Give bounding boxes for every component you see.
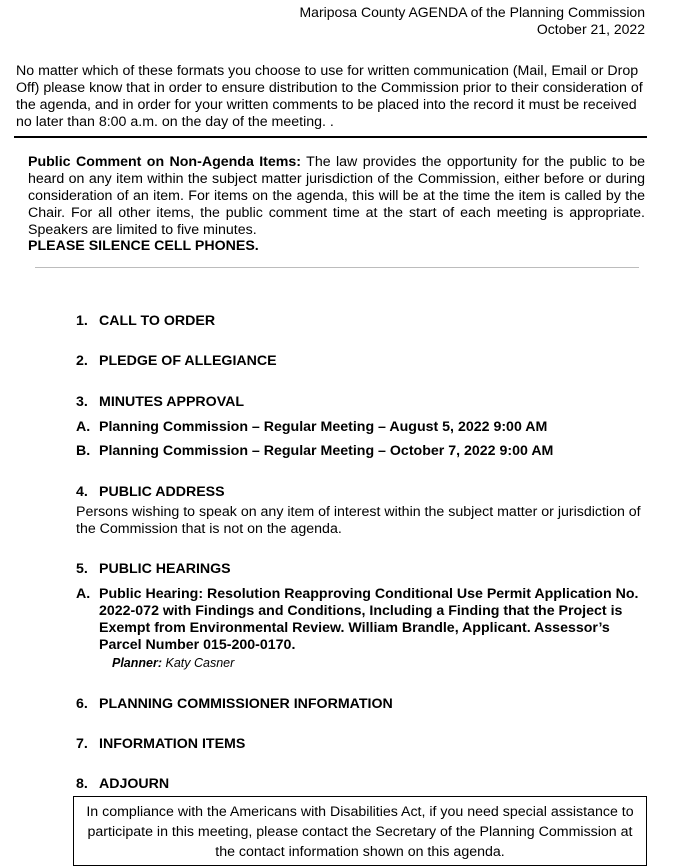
agenda-item-number: 7. xyxy=(76,736,88,752)
agenda-item-number: 3. xyxy=(76,394,88,410)
agenda-item-minutes-approval xyxy=(76,394,245,411)
planner-name: Katy Casner xyxy=(162,656,235,670)
agenda-item-title: PLANNING COMMISSIONER INFORMATION xyxy=(99,696,393,712)
public-comment-body: The law provides the opportunity for the public to be heard on any item within the subject matter jurisdiction of the Commission, either before or during consideration of an item. For items on the agenda, this will be at the time the item is called by the Chair. For all other items, the public comment time at the start of each meeting is appropriate. Speakers are limited to five minutes. xyxy=(28,154,645,238)
header-title: Mariposa County AGENDA of the Planning Commission xyxy=(299,4,645,20)
section-divider-thin xyxy=(35,267,639,268)
ada-notice-box: In compliance with the Americans with Disabilities Act, if you need special assistance to participate in this meeting, please contact the Secretary of the Planning Commission at the contact information shown on this agenda. xyxy=(73,796,647,866)
public-address-text: Persons wishing to speak on any item of interest within the subject matter or jurisdiction of the Commission that is not on the agenda. xyxy=(76,504,641,537)
sub-item-text: Planning Commission – Regular Meeting – October 7, 2022 9:00 AM xyxy=(99,443,554,459)
agenda-item-number: 8. xyxy=(76,776,88,792)
agenda-item-title: ADJOURN xyxy=(99,776,170,792)
agenda-item-public-address xyxy=(76,484,225,501)
agenda-item-commissioner-info xyxy=(76,696,393,713)
agenda-item-number: 2. xyxy=(76,353,88,369)
sub-item-letter: B. xyxy=(76,443,91,459)
agenda-item-title: PUBLIC ADDRESS xyxy=(99,484,225,500)
agenda-item-number: 5. xyxy=(76,561,88,577)
agenda-item-number: 4. xyxy=(76,484,88,500)
document-header xyxy=(300,4,646,38)
agenda-item-title: CALL TO ORDER xyxy=(99,313,216,329)
minutes-item-b xyxy=(76,443,554,460)
public-comment-heading: Public Comment on Non-Agenda Items: xyxy=(28,154,302,170)
planner-line xyxy=(112,656,234,671)
header-date: October 21, 2022 xyxy=(536,21,645,37)
agenda-item-public-hearings xyxy=(76,561,231,578)
written-communication-notice: No matter which of these formats you choose to use for written communication (Mail, Email or Drop Off) please know that in order to ensure distribution to the Commission prior to their consideration of the agenda, and in order for your written comments to be placed into the record it must be received no later than 8:00 a.m. on the day of the meeting. . xyxy=(16,63,643,130)
agenda-item-information-items xyxy=(76,736,246,753)
agenda-item-pledge xyxy=(76,353,277,370)
minutes-item-a xyxy=(76,419,548,436)
agenda-item-number: 6. xyxy=(76,696,88,712)
public-comment-notice xyxy=(28,154,645,239)
agenda-item-title: PUBLIC HEARINGS xyxy=(99,561,231,577)
silence-phones-notice: PLEASE SILENCE CELL PHONES. xyxy=(28,238,259,254)
public-hearing-item-a: Public Hearing: Resolution Reapproving Conditional Use Permit Application No. 2022-072 with Findings and Conditions, Including a Finding that the Project is Exempt from Environmental Review. William Brandle, Applicant. Assessor’s Parcel Number 015-200-0170. xyxy=(99,586,639,653)
agenda-item-title: INFORMATION ITEMS xyxy=(99,736,246,752)
agenda-item-title: MINUTES APPROVAL xyxy=(99,394,245,410)
agenda-item-call-to-order xyxy=(76,313,216,330)
section-divider xyxy=(14,136,647,138)
sub-item-text: Planning Commission – Regular Meeting – August 5, 2022 9:00 AM xyxy=(99,419,548,435)
agenda-item-adjourn xyxy=(76,776,170,793)
agenda-item-number: 1. xyxy=(76,313,88,329)
planner-label: Planner: xyxy=(112,656,163,670)
sub-item-letter: A. xyxy=(76,586,91,602)
sub-item-letter: A. xyxy=(76,419,91,435)
agenda-item-title: PLEDGE OF ALLEGIANCE xyxy=(99,353,277,369)
